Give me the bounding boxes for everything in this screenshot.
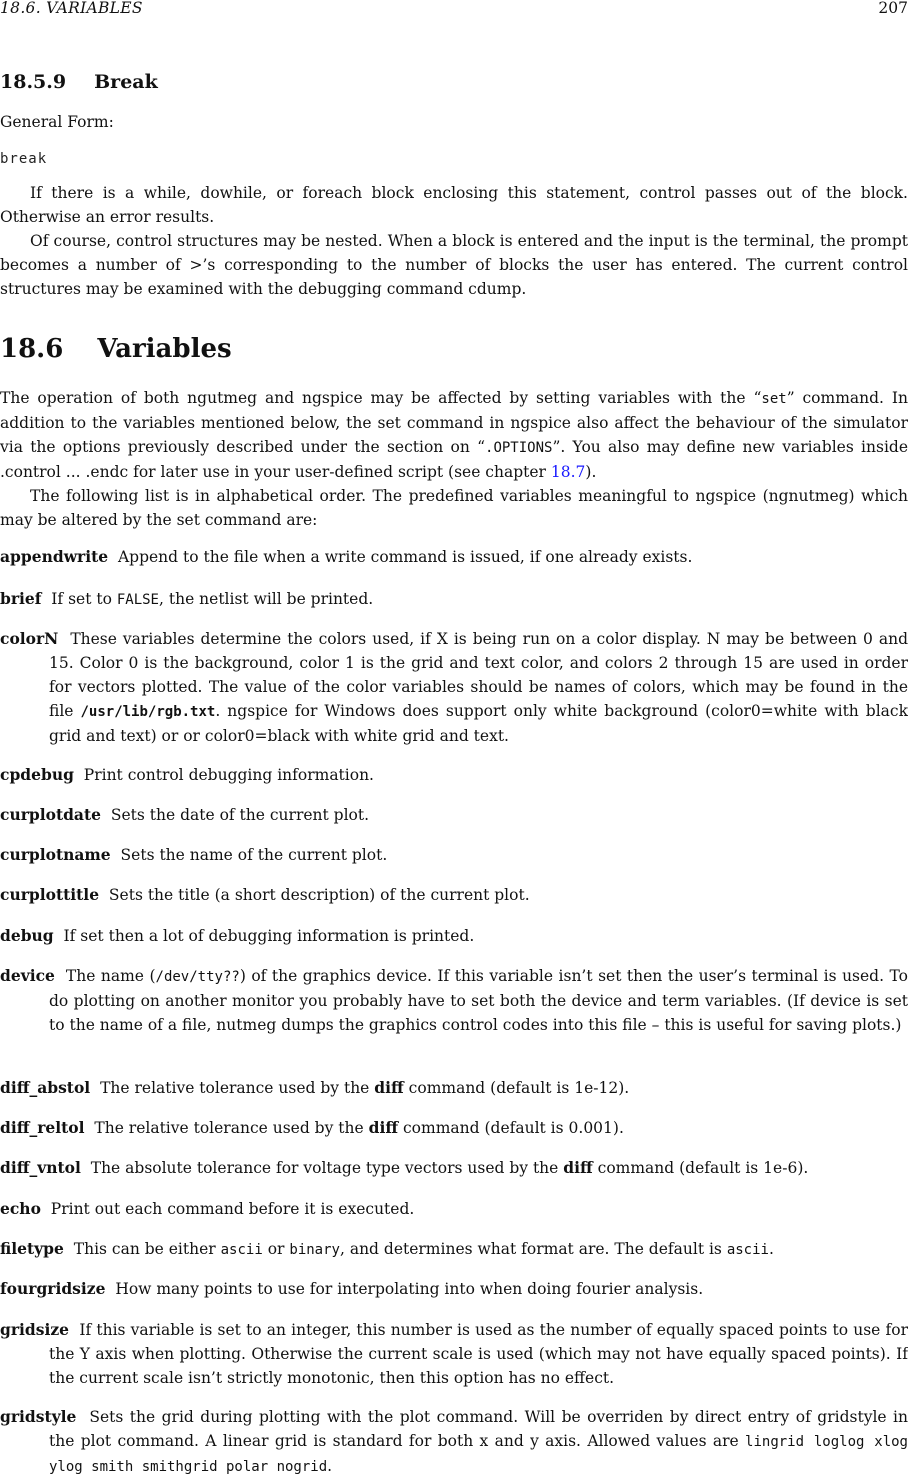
diff-command: diff	[368, 1118, 399, 1137]
variable-description: Print control debugging information.	[83, 766, 374, 784]
set-command-code: set	[761, 391, 787, 407]
false-code: FALSE	[116, 592, 159, 608]
text-run: .	[327, 1457, 333, 1475]
device-path-code: /dev/tty??	[155, 969, 240, 985]
variable-entry-curplotname	[0, 843, 908, 867]
text-run: , and determines what format are. The default is	[339, 1240, 727, 1258]
variable-term: debug	[0, 926, 54, 945]
variable-term: diff_reltol	[0, 1118, 85, 1137]
variable-entry-diff-vntol	[0, 1156, 908, 1180]
variable-description: How many points to use for interpolating into when doing fourier analysis.	[115, 1280, 704, 1298]
text-run: This can be either	[73, 1240, 221, 1258]
section-title: Variables	[97, 334, 232, 364]
variable-term: fourgridsize	[0, 1279, 106, 1298]
ascii-default-code: ascii	[726, 1242, 769, 1258]
text-run: ).	[585, 463, 597, 481]
variable-entry-debug	[0, 924, 908, 948]
variable-description: Sets the grid during plotting with the plot command. Will be overriden by direct entry of gridstyle in the plot command. A linear grid is standard for both x and y axis. Allowed values are	[49, 1408, 908, 1450]
diff-command: diff	[374, 1078, 404, 1097]
text-run: or	[262, 1240, 290, 1258]
variable-entry-colorN	[0, 627, 908, 748]
variables-paragraph-1	[0, 386, 908, 484]
text-run: These variables determine the colors used, if X is being run on a color display. N may be between 0 and 15. Color 0 is the background, color 1 is the grid and text color, and colors 2 through 15 are used in order for vectors plotted. The value of the color variables should be names of colors, which may be found in the file	[49, 630, 908, 720]
text-run: The operation of both ngutmeg and ngspice may be affected by setting variables with the “	[0, 389, 762, 407]
variable-entry-filetype	[0, 1237, 908, 1262]
chapter-link[interactable]: 18.7	[550, 463, 586, 481]
ascii-code: ascii	[220, 1242, 263, 1258]
variable-entry-curplotdate	[0, 803, 908, 827]
text-run: The absolute tolerance for voltage type vectors used by the	[90, 1159, 564, 1177]
variable-term: curplottitle	[0, 885, 100, 904]
variables-intro	[0, 386, 908, 532]
gridstyle-values-code: lingrid loglog xlog ylog smith smithgrid polar nogrid	[49, 1434, 908, 1475]
break-syntax-code: break	[0, 151, 48, 167]
text-run: ”. You also may define new variables inside .control ... .endc for later use in your user-defined script (see chapter	[0, 438, 908, 481]
page-number: 207	[878, 0, 908, 17]
text-run: ” command. In addition to the variables mentioned below, the set command in ngspice also affect the behaviour of the simulator via the options previously described under the section on “	[0, 389, 908, 456]
diff-command: diff	[563, 1158, 593, 1177]
variable-term: colorN	[0, 629, 59, 648]
variables-paragraph-2: The following list is in alphabetical order. The predefined variables meaningful to ngspice (ngnutmeg) which may be altered by the set command are:	[0, 487, 908, 529]
variable-entry-brief	[0, 587, 908, 612]
subsection-number: 18.5.9	[0, 71, 67, 93]
break-description	[0, 181, 908, 301]
subsection-heading-break	[0, 71, 158, 93]
variable-term: filetype	[0, 1239, 64, 1258]
variable-term: cpdebug	[0, 765, 74, 784]
variable-entry-echo	[0, 1197, 908, 1221]
break-paragraph-1: If there is a while, dowhile, or foreach block enclosing this statement, control passes out of the block. Otherwise an error results.	[0, 184, 908, 226]
text-run: , the netlist will be printed.	[159, 590, 374, 608]
variable-term: curplotdate	[0, 805, 101, 824]
break-paragraph-2: Of course, control structures may be nested. When a block is entered and the input is the terminal, the prompt becomes a number of >’s corresponding to the number of blocks the user has entered. The current control structures may be examined with the debugging command cdump.	[0, 232, 908, 298]
text-run: The name (	[65, 967, 156, 985]
variable-term: gridstyle	[0, 1407, 77, 1426]
text-run: ) of the graphics device. If this variable isn’t set then the user’s terminal is used. To do plotting on another monitor you probably have to set both the device and term variables. (If device is set to the name of a file, nutmeg dumps the graphics control codes into this file – this is useful for saving plots.)	[49, 967, 908, 1034]
text-run: .	[768, 1240, 774, 1258]
variable-term: brief	[0, 589, 42, 608]
text-run: . ngspice for Windows does support only white background (color0=white with black grid and text) or or color0=black with white grid and text.	[49, 702, 908, 745]
binary-code: binary	[289, 1242, 340, 1258]
variable-entry-diff-abstol	[0, 1076, 908, 1100]
subsection-title: Break	[94, 71, 158, 93]
text-run: command (default is 0.001).	[398, 1119, 624, 1137]
text-run: command (default is 1e-6).	[592, 1159, 809, 1177]
variable-entry-device	[0, 964, 908, 1037]
variable-description: Sets the name of the current plot.	[120, 846, 388, 864]
variable-term: curplotname	[0, 845, 111, 864]
running-header-section: 18.6. VARIABLES	[0, 0, 143, 17]
variable-entry-fourgridsize	[0, 1277, 908, 1301]
general-form-label: General Form:	[0, 113, 114, 131]
variable-description: Append to the file when a write command is issued, if one already exists.	[117, 548, 693, 566]
variable-entry-gridsize	[0, 1318, 908, 1390]
options-code: .OPTIONS	[485, 440, 553, 456]
text-run: If set to	[51, 590, 117, 608]
running-header	[0, 0, 908, 20]
text-run: command (default is 1e-12).	[403, 1079, 630, 1097]
text-run: The relative tolerance used by the	[94, 1119, 369, 1137]
variable-entry-diff-reltol	[0, 1116, 908, 1140]
variable-entry-cpdebug	[0, 763, 908, 787]
break-syntax	[0, 146, 908, 171]
variable-term: diff_vntol	[0, 1158, 81, 1177]
variable-term: diff_abstol	[0, 1078, 91, 1097]
variable-term: device	[0, 966, 55, 985]
variable-entry-appendwrite	[0, 545, 908, 569]
section-number: 18.6	[0, 334, 64, 364]
variable-term: echo	[0, 1199, 41, 1218]
text-run: The relative tolerance used by the	[100, 1079, 375, 1097]
variable-entry-curplottitle	[0, 883, 908, 907]
rgb-file-path-code: /usr/lib/rgb.txt	[80, 704, 216, 720]
variable-entry-gridstyle	[0, 1405, 908, 1479]
variable-term: gridsize	[0, 1320, 70, 1339]
variable-description: Sets the date of the current plot.	[110, 806, 370, 824]
variable-description: Print out each command before it is executed.	[50, 1200, 415, 1218]
variable-description: Sets the title (a short description) of the current plot.	[108, 886, 530, 904]
variable-term: appendwrite	[0, 547, 109, 566]
variable-description: If this variable is set to an integer, this number is used as the number of equally spaced points to use for the Y axis when plotting. Otherwise the current scale is used (which may not have equally spaced points). If the current scale isn’t strictly monotonic, then this option has no effect.	[49, 1321, 908, 1387]
section-heading-variables	[0, 334, 232, 364]
variable-description: If set then a lot of debugging information is printed.	[63, 927, 475, 945]
